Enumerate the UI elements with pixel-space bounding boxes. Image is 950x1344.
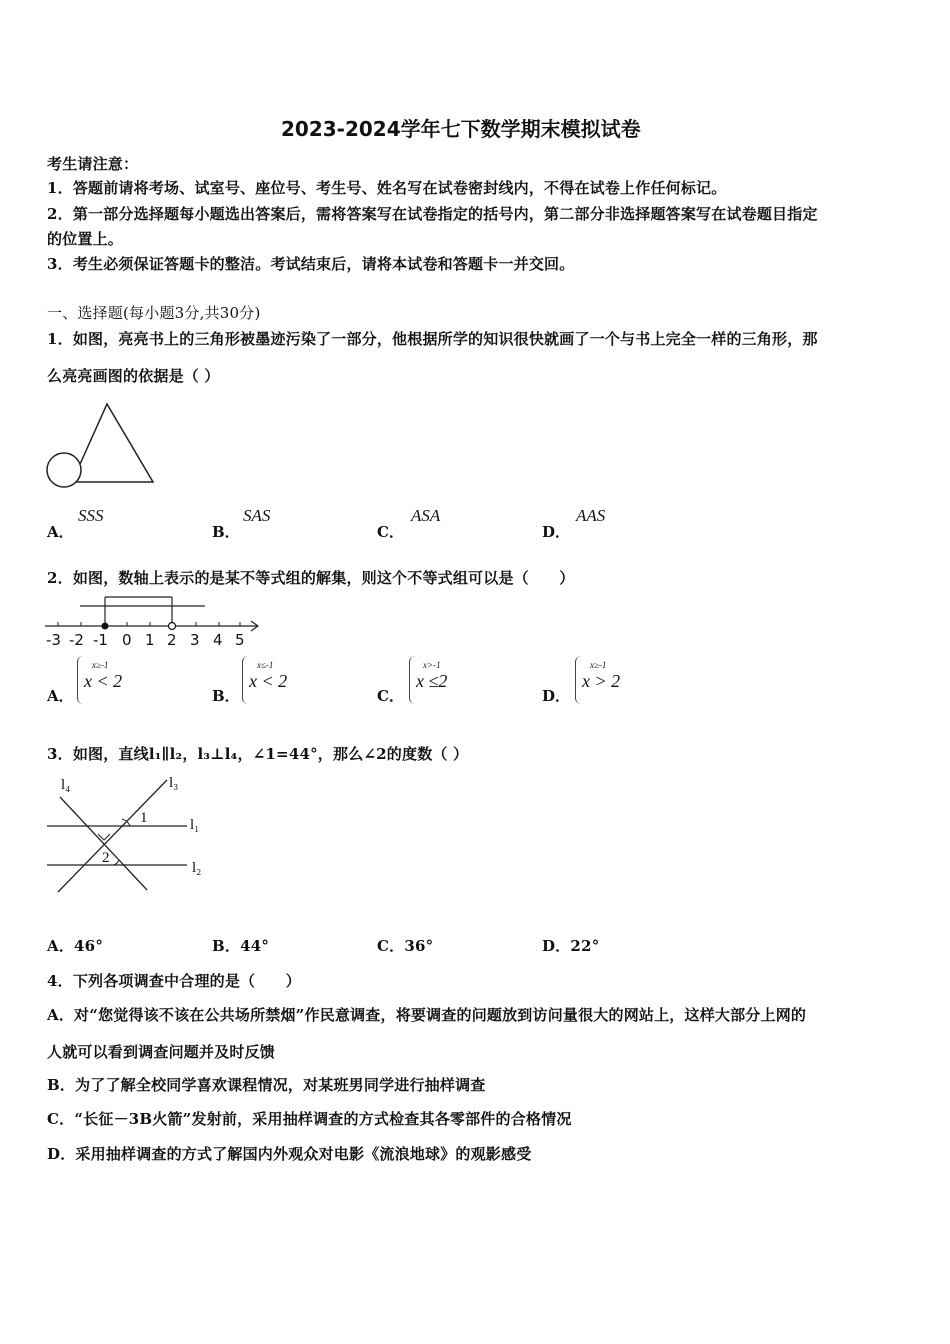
q3-option-b: B．44° xyxy=(212,937,270,955)
q2-option-c-letter: C． xyxy=(377,687,404,705)
label-l4: l₄ xyxy=(61,777,71,793)
q2-option-c-top: x>-1 xyxy=(423,660,441,670)
notice-item-2-cont: 的位置上。 xyxy=(47,230,124,248)
q1-option-d-letter: D． xyxy=(542,523,571,541)
notice-item-3: 3．考生必须保证答题卡的整洁。考试结束后，请将本试卷和答题卡一并交回。 xyxy=(47,255,575,273)
notice-item-1: 1．答题前请将考场、试室号、座位号、考生号、姓名写在试卷密封线内，不得在试卷上作任何标记。 xyxy=(47,179,727,197)
q1-text-line1: 1．如图，亮亮书上的三角形被墨迹污染了一部分，他根据所学的知识很快就画了一个与书上完全一样的三角形，那 xyxy=(47,330,818,348)
tick-label: -2 xyxy=(69,631,84,649)
tick-label: 5 xyxy=(235,631,245,649)
page-title: 2023-2024学年七下数学期末模拟试卷 xyxy=(281,117,641,141)
q2-number-line xyxy=(40,592,270,652)
tick-label: 0 xyxy=(122,631,132,649)
q4-option-a-line2: 人就可以看到调查问题并及时反馈 xyxy=(47,1043,276,1061)
tick-label: 4 xyxy=(213,631,223,649)
q3-text: 3．如图，直线l₁∥l₂，l₃⊥l₄，∠1=44°，那么∠2的度数（ ） xyxy=(47,745,469,763)
notice-item-2: 2．第一部分选择题每小题选出答案后，需将答案写在试卷指定的括号内，第二部分非选择题答案写在试卷题目指定 xyxy=(47,205,818,223)
tick-label: 1 xyxy=(145,631,155,649)
tick-label: 3 xyxy=(190,631,200,649)
q1-option-c: ASA xyxy=(411,506,441,525)
triangle-shape xyxy=(72,404,153,482)
q3-option-a: A．46° xyxy=(47,937,104,955)
q2-text: 2．如图，数轴上表示的是某不等式组的解集，则这个不等式组可以是（ ） xyxy=(47,569,575,587)
brace-icon xyxy=(409,656,416,704)
q4-option-c: C．“长征－3B火箭”发射前，采用抽样调查的方式检查其各零部件的合格情况 xyxy=(47,1110,572,1128)
q4-option-b: B．为了了解全校同学喜欢课程情况，对某班男同学进行抽样调查 xyxy=(47,1076,486,1094)
q2-option-d-letter: D． xyxy=(542,687,571,705)
q1-option-b-letter: B． xyxy=(212,523,240,541)
q2-option-c-bottom: x ≤2 xyxy=(416,671,448,691)
q4-option-d: D．采用抽样调查的方式了解国内外观众对电影《流浪地球》的观影感受 xyxy=(47,1145,532,1163)
ink-blot xyxy=(47,453,81,487)
label-angle-1: 1 xyxy=(140,810,148,826)
q1-option-c-letter: C． xyxy=(377,523,404,541)
label-l3: l₃ xyxy=(169,775,179,791)
label-l2: l₂ xyxy=(192,860,202,876)
q3-option-d: D．22° xyxy=(542,937,600,955)
q2-option-d-bottom: x > 2 xyxy=(582,671,621,691)
q1-option-b: SAS xyxy=(243,506,271,525)
label-angle-2: 2 xyxy=(102,850,110,866)
brace-icon xyxy=(77,656,84,704)
tick-label: -3 xyxy=(46,631,61,649)
q2-option-a-bottom: x < 2 xyxy=(84,671,123,691)
q1-option-a-letter: A． xyxy=(47,523,74,541)
brace-icon xyxy=(242,656,249,704)
tick-label: -1 xyxy=(93,631,108,649)
q2-option-a-letter: A． xyxy=(47,687,74,705)
q4-text: 4．下列各项调查中合理的是（ ） xyxy=(47,972,301,990)
q1-option-d: AAS xyxy=(576,506,606,525)
section-heading: 一、选择题(每小题3分,共30分) xyxy=(47,304,261,322)
notice-heading: 考生请注意： xyxy=(47,155,139,173)
label-l1: l₁ xyxy=(190,817,200,833)
q2-option-b-bottom: x < 2 xyxy=(249,671,288,691)
q2-option-b-letter: B． xyxy=(212,687,240,705)
angle2-arc xyxy=(114,860,119,865)
q1-text-line2: 么亮亮画图的依据是（ ） xyxy=(47,367,220,385)
q1-option-a: SSS xyxy=(78,506,104,525)
q1-triangle-figure xyxy=(42,398,162,493)
q2-option-a-top: x≥-1 xyxy=(92,660,109,670)
tick-label: 2 xyxy=(167,631,177,649)
q2-option-d-top: x≥-1 xyxy=(590,660,607,670)
closed-point xyxy=(102,623,109,630)
q4-option-a-line1: A．对“您觉得该不该在公共场所禁烟”作民意调查，将要调查的问题放到访问量很大的网站上，这样大部分上网的 xyxy=(47,1006,807,1024)
q3-parallel-lines-figure xyxy=(44,772,214,897)
q3-option-c: C．36° xyxy=(377,937,434,955)
q2-option-b-top: x≤-1 xyxy=(257,660,274,670)
open-point xyxy=(169,623,176,630)
line-l3 xyxy=(58,780,167,892)
brace-icon xyxy=(575,656,582,704)
